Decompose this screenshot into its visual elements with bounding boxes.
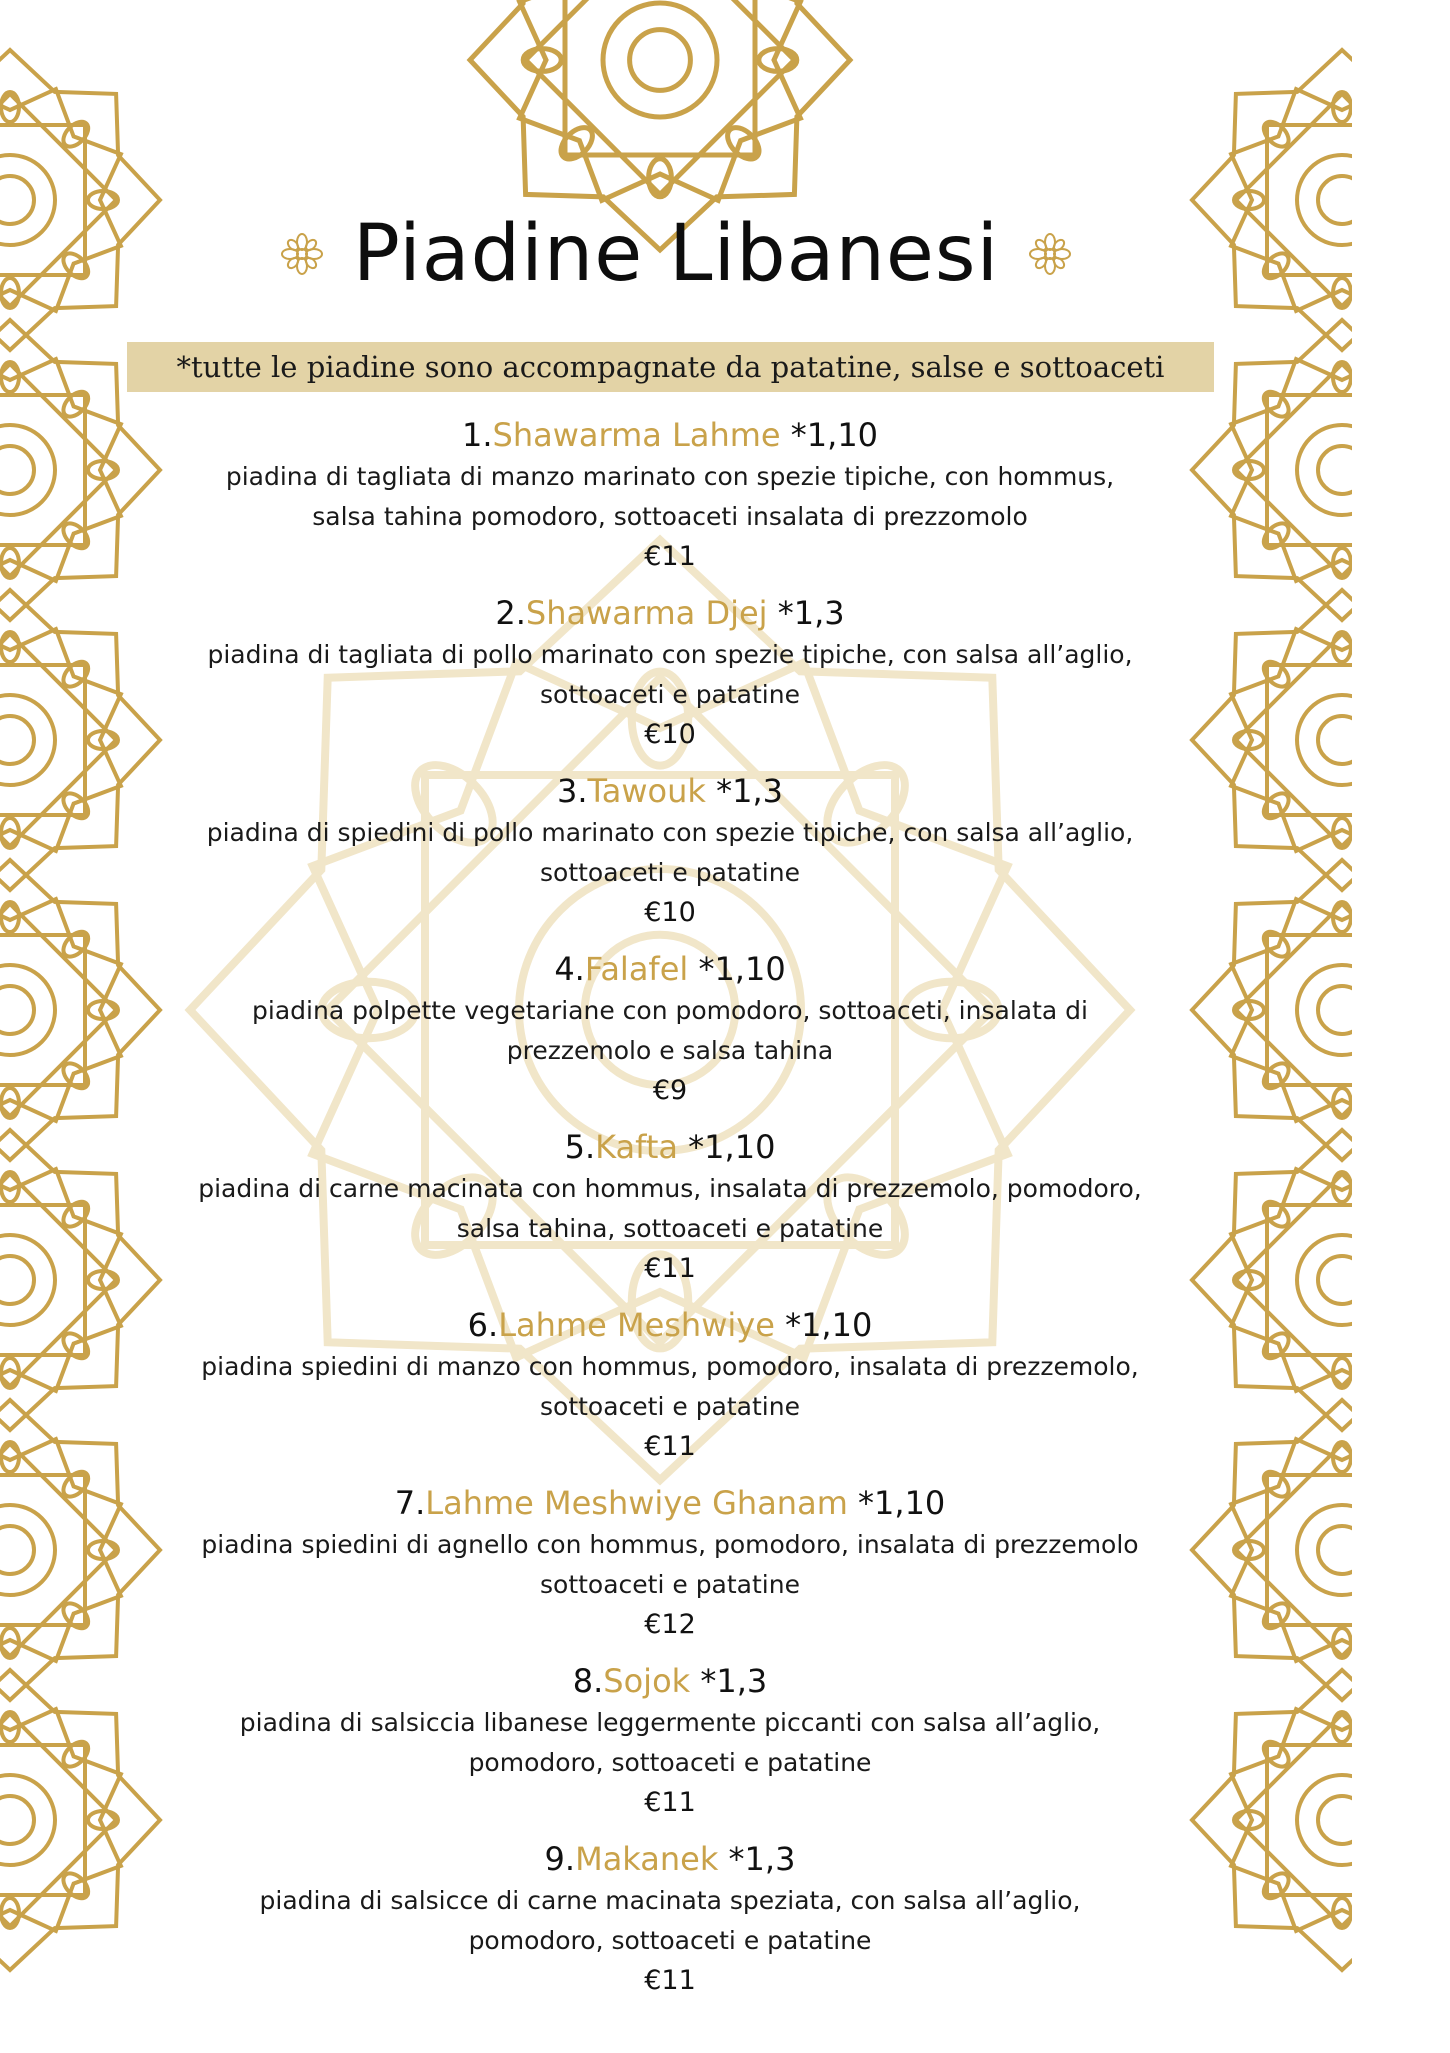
menu-item [140, 413, 1200, 591]
item-price: €11 [644, 1431, 696, 1462]
item-description: piadina polpette vegetariane con pomodoro, sottoaceti, insalata di [252, 996, 1088, 1025]
left-border-ornament [0, 860, 160, 1160]
item-name: Lahme Meshwiye [498, 1306, 775, 1344]
item-description: piadina di tagliata di pollo marinato con spezie tipiche, con salsa all’aglio, [207, 640, 1133, 669]
item-title [140, 1125, 1200, 1169]
right-border-ornament [1192, 50, 1352, 350]
item-title [140, 947, 1200, 991]
right-border-ornament [1192, 1130, 1352, 1430]
right-border-ornament [1192, 1670, 1352, 1970]
item-description: piadina spiedini di manzo con hommus, pomodoro, insalata di prezzemolo, [201, 1352, 1139, 1381]
menu-list [140, 413, 1200, 2015]
item-number: 3. [556, 772, 588, 810]
menu-item [140, 1659, 1200, 1837]
item-price: €11 [644, 541, 696, 572]
item-price: €11 [644, 1253, 696, 1284]
item-allergens: *1,3 [767, 594, 845, 632]
item-allergens: *1,10 [847, 1484, 946, 1522]
item-name: Lahme Meshwiye Ghanam [425, 1484, 848, 1522]
item-price: €10 [644, 719, 696, 750]
left-border-ornament [0, 1130, 160, 1430]
item-number: 4. [554, 950, 585, 988]
menu-item [140, 591, 1200, 769]
item-title [140, 413, 1200, 457]
right-border-ornament [1192, 860, 1352, 1160]
item-name: Makanek [575, 1840, 719, 1878]
item-description: pomodoro, sottoaceti e patatine [468, 1748, 872, 1777]
item-number: 5. [564, 1128, 596, 1166]
item-title [140, 1481, 1200, 1525]
item-allergens: *1,10 [678, 1128, 776, 1166]
title-row [0, 209, 1352, 299]
item-title [140, 1659, 1200, 1703]
item-price: €9 [652, 1075, 688, 1106]
item-description: sottoaceti e patatine [540, 1392, 800, 1421]
item-title [140, 1303, 1200, 1347]
item-description: sottoaceti e patatine [540, 1570, 800, 1599]
item-price: €10 [644, 897, 696, 928]
item-name: Kafta [595, 1128, 678, 1166]
item-title [140, 1837, 1200, 1881]
item-allergens: *1,10 [774, 1306, 873, 1344]
item-number: 9. [544, 1840, 576, 1878]
item-name: Falafel [584, 950, 689, 988]
menu-item [140, 1125, 1200, 1303]
item-number: 8. [572, 1662, 604, 1700]
left-border-ornament [0, 590, 160, 890]
item-name: Shawarma Djej [525, 594, 768, 632]
item-price: €12 [644, 1609, 696, 1640]
item-description: piadina di salsiccia libanese leggermente piccanti con salsa all’aglio, [239, 1708, 1101, 1737]
menu-item [140, 1303, 1200, 1481]
menu-item [140, 769, 1200, 947]
item-description: piadina di tagliata di manzo marinato con spezie tipiche, con hommus, [225, 462, 1115, 491]
menu-item [140, 1481, 1200, 1659]
item-price: €11 [644, 1965, 696, 1996]
item-description: salsa tahina pomodoro, sottoaceti insalata di prezzomolo [312, 502, 1028, 531]
right-border-ornament [1192, 1400, 1352, 1700]
item-name: Shawarma Lahme [492, 416, 781, 454]
left-border-ornament [0, 1670, 160, 1970]
item-allergens: *1,10 [688, 950, 786, 988]
item-description: piadina di carne macinata con hommus, insalata di prezzemolo, pomodoro, [198, 1174, 1142, 1203]
page-title: Piadine Libanesi [352, 209, 1000, 299]
item-description: prezzemolo e salsa tahina [506, 1036, 834, 1065]
accompaniment-note: *tutte le piadine sono accompagnate da patatine, salse e sottoaceti [176, 350, 1165, 384]
item-allergens: *1,3 [718, 1840, 796, 1878]
right-border-ornament [1192, 320, 1352, 620]
accompaniment-note-banner [127, 342, 1214, 392]
item-price: €11 [644, 1787, 696, 1818]
item-name: Sojok [603, 1662, 691, 1700]
item-number: 1. [461, 416, 493, 454]
flower-icon [277, 229, 327, 279]
item-description: piadina di spiedini di pollo marinato con spezie tipiche, con salsa all’aglio, [206, 818, 1134, 847]
item-title [140, 591, 1200, 635]
item-number: 6. [467, 1306, 499, 1344]
item-description: piadina spiedini di agnello con hommus, pomodoro, insalata di prezzemolo [201, 1530, 1139, 1559]
left-border-ornament [0, 1400, 160, 1700]
item-allergens: *1,3 [690, 1662, 768, 1700]
left-border-ornament [0, 50, 160, 350]
item-description: sottoaceti e patatine [540, 858, 800, 887]
item-description: pomodoro, sottoaceti e patatine [468, 1926, 872, 1955]
item-allergens: *1,3 [705, 772, 783, 810]
right-border-ornament [1192, 590, 1352, 890]
item-description: sottoaceti e patatine [540, 680, 800, 709]
menu-item [140, 947, 1200, 1125]
item-number: 2. [495, 594, 526, 632]
item-description: salsa tahina, sottoaceti e patatine [456, 1214, 884, 1243]
item-name: Tawouk [587, 772, 706, 810]
item-number: 7. [394, 1484, 426, 1522]
item-description: piadina di salsicce di carne macinata speziata, con salsa all’aglio, [259, 1886, 1081, 1915]
item-title [140, 769, 1200, 813]
menu-item [140, 1837, 1200, 2015]
page-margin [1352, 0, 1450, 2053]
item-allergens: *1,10 [780, 416, 879, 454]
flower-icon [1025, 229, 1075, 279]
